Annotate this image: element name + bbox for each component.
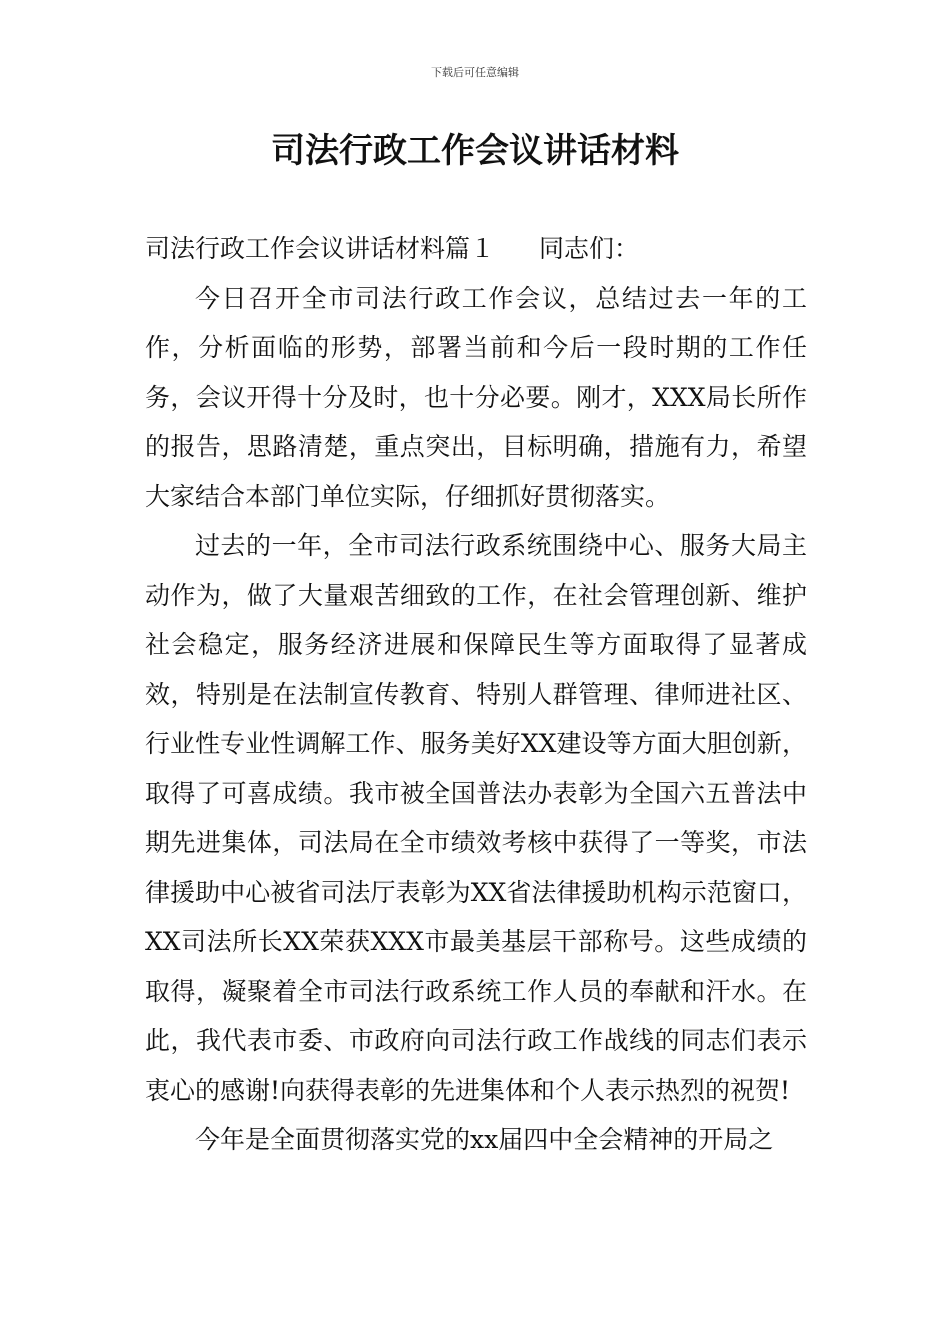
paragraph-1: 今日召开全市司法行政工作会议，总结过去一年的工作，分析面临的形势，部署当前和今后一段时期的工作任务，会议开得十分及时，也十分必要。刚才，XXX局长所作的报告，思路清楚，重点突出，目标明确，措施有力，希望大家结合本部门单位实际，仔细抓好贯彻落实。	[145, 283, 807, 511]
document-body	[145, 224, 807, 1165]
document-title: 司法行政工作会议讲话材料	[271, 131, 679, 171]
paragraph-3: 今年是全面贯彻落实党的xx届四中全会精神的开局之	[195, 1125, 774, 1154]
paragraph-2: 过去的一年，全市司法行政系统围绕中心、服务大局主动作为，做了大量艰苦细致的工作，在社会管理创新、维护社会稳定，服务经济进展和保障民生等方面取得了显著成效，特别是在法制宣传教育、特别人群管理、律师进社区、行业性专业性调解工作、服务美好XX建设等方面大胆创新，取得了可喜成绩。我市被全国普法办表彰为全国六五普法中期先进集体，司法局在全市绩效考核中获得了一等奖，市法律援助中心被省司法厅表彰为XX省法律援助机构示范窗口，XX司法所长XX荣获XXX市最美基层干部称号。这些成绩的取得，凝聚着全市司法行政系统工作人员的奉献和汗水。在此，我代表市委、市政府向司法行政工作战线的同志们表示衷心的感谢!向获得表彰的先进集体和个人表示热烈的祝贺!	[145, 531, 807, 1105]
header-note: 下载后可任意编辑	[431, 66, 519, 79]
salutation: 同志们：	[539, 234, 640, 263]
section-heading: 司法行政工作会议讲话材料篇１	[145, 234, 496, 263]
opening-line	[145, 224, 807, 274]
